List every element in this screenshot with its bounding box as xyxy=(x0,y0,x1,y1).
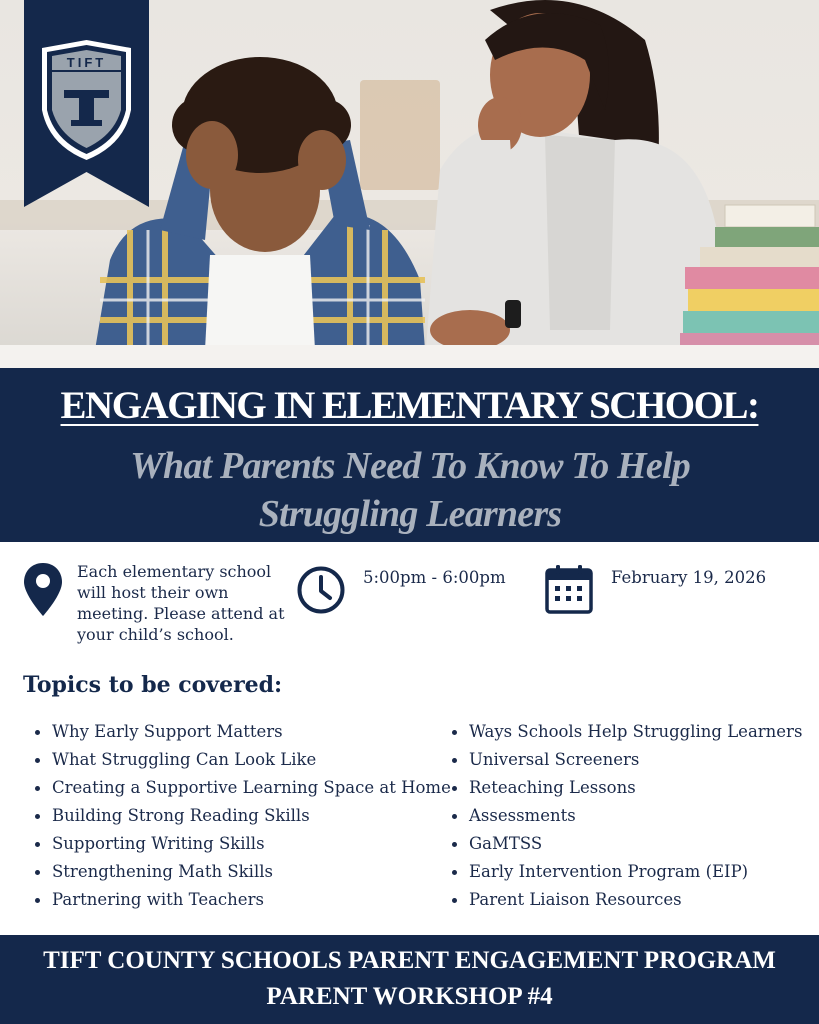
parent-figure xyxy=(415,0,725,360)
subtitle: What Parents Need To Know To Help Struggling Learners xyxy=(130,445,690,535)
topics-list-left xyxy=(26,718,451,914)
topics-heading: Topics to be covered: xyxy=(23,672,283,698)
list-item: Strengthening Math Skills xyxy=(26,858,451,886)
map-pin-icon xyxy=(22,561,64,618)
time-text: 5:00pm - 6:00pm xyxy=(363,568,506,587)
list-item: Creating a Supportive Learning Space at Home xyxy=(26,774,451,802)
calendar-icon xyxy=(545,564,593,614)
list-item: Parent Liaison Resources xyxy=(443,886,802,914)
list-item: Universal Screeners xyxy=(443,746,802,774)
topics-list-right xyxy=(443,718,802,914)
table-surface xyxy=(0,345,819,368)
clock-icon xyxy=(296,565,346,615)
main-title: ENGAGING IN ELEMENTARY SCHOOL: xyxy=(60,384,759,427)
list-item: Supporting Writing Skills xyxy=(26,830,451,858)
list-item: GaMTSS xyxy=(443,830,802,858)
logo-text: TIFT xyxy=(66,55,107,70)
list-item: Why Early Support Matters xyxy=(26,718,451,746)
list-item: Ways Schools Help Struggling Learners xyxy=(443,718,802,746)
location-text: Each elementary school will host their own meeting. Please attend at your child’s school. xyxy=(77,562,285,644)
book-stack xyxy=(680,200,819,360)
list-item: What Struggling Can Look Like xyxy=(26,746,451,774)
school-logo-banner xyxy=(24,0,149,207)
list-item: Assessments xyxy=(443,802,802,830)
list-item: Early Intervention Program (EIP) xyxy=(443,858,802,886)
footer-workshop-number: PARENT WORKSHOP #4 xyxy=(266,983,553,1010)
date-text: February 19, 2026 xyxy=(611,568,767,587)
list-item: Partnering with Teachers xyxy=(26,886,451,914)
list-item: Reteaching Lessons xyxy=(443,774,802,802)
list-item: Building Strong Reading Skills xyxy=(26,802,451,830)
footer-program-name: TIFT COUNTY SCHOOLS PARENT ENGAGEMENT PROGRAM xyxy=(43,947,776,974)
